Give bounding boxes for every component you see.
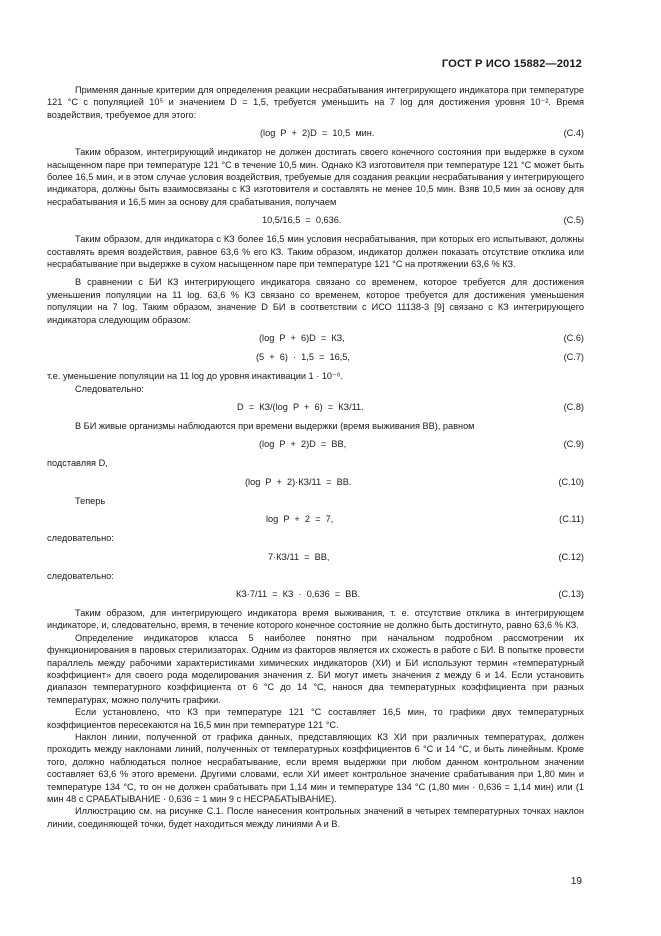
equation-number: (C.5) — [563, 215, 584, 226]
equation-c8 — [47, 401, 584, 414]
equation-expression: (5 + 6) · 1,5 = 16,5, — [256, 352, 350, 363]
paragraph: Таким образом, для индикатора с КЗ более 16,5 мин условия несрабатывания, при которых его испытывают, должны составлять время воздействия, равное 63,6 % его КЗ. Таким образом, индикатор должен показать отсутствие отклика или несрабатывание при выдержке в сухом насыщенном паре при температуре 121 °С на протяжении 63,6 % КЗ. — [47, 234, 584, 270]
equation-c11 — [47, 513, 584, 526]
equation-c12 — [47, 551, 584, 564]
equation-c7 — [47, 351, 584, 364]
equation-number: (C.4) — [563, 128, 584, 139]
paragraph: Иллюстрацию см. на рисунке С.1. После нанесения контрольных значений в четырех температурных точках наклон линии, соединяющей точки, будет находиться между линиями A и B. — [47, 806, 584, 829]
equation-expression: (log P + 6)D = КЗ, — [259, 333, 345, 344]
paragraph: Определение индикаторов класса 5 наиболее понятно при начальном подробном рассмотрении их функционирования в паровых стерилизаторах. Одним из факторов является их схожесть в работе с БИ. В попытке провести параллель между рабочими характеристиками химических индикаторов (ХИ) и БИ используют термин «температурный коэффициент» для своего рода моделирования значения z. БИ могут иметь значения z между 6 и 14. Если установить диапазон температурного коэффициента от 6 °С до 14 °С, нанося два температурных коэффициента при разных температурах, можно получить графики. — [47, 632, 584, 705]
paragraph: Применяя данные критерии для определения реакции несрабатывания интегрирующего индикатора при температуре 121 °С с популяцией 10⁵ и значением D = 1,5, требуется уменьшить на 7 log для достижения уровня 10⁻². Время воздействия, требуемое для этого: — [47, 85, 584, 120]
equation-expression: КЗ·7/11 = КЗ · 0,636 = ВВ. — [236, 588, 361, 599]
equation-number: (C.10) — [558, 476, 584, 487]
equation-number: (C.6) — [563, 333, 584, 344]
equation-expression: (log P + 2)·КЗ/11 = ВВ. — [245, 476, 352, 487]
paragraph: Теперь — [75, 495, 106, 506]
equation-expression: (log P + 2)D = ВВ, — [259, 439, 347, 450]
equation-c13 — [47, 588, 584, 601]
equation-expression: D = КЗ/(log P + 6) = КЗ/11. — [237, 401, 364, 412]
paragraph: Таким образом, интегрирующий индикатор не должен достигать своего конечного состояния при выдержке в сухом насыщенном паре при температуре 121 °С в течение 10,5 мин. Однако КЗ изготовителя при температуре 121 °С может быть более 16,5 мин, и в этом случае условия воздействия, требуемые для создания реакции несрабатывания у интегрирующего индикатора, должны быть взаимосвязаны с КЗ изготовителя и составлять не менее 10,5 мин. Взяв 10,5 мин за основу для несрабатывания и 16,5 мин за основу для срабатывания, получаем — [47, 147, 584, 207]
equation-expression: (log P + 2)D = 10,5 мин. — [260, 128, 375, 139]
paragraph: т.е. уменьшение популяции на 11 log до уровня инактивации 1 · 10⁻⁶. — [47, 371, 344, 382]
equation-expression: log P + 2 = 7, — [266, 514, 334, 525]
equation-number: (C.9) — [563, 439, 584, 450]
paragraph: следовательно: — [47, 570, 114, 581]
paragraph: Наклон линии, полученной от графика данных, представляющих КЗ ХИ при различных температурах, должен проходить между наклонами линий, полученных от температурных коэффициентов 6 °С и 14 °С, и быть линейным. Кроме того, должно наблюдаться полное несрабатывание, если время выдержки при любом данном контрольном значении составляет 63,6 % этого времени. Другими словами, если ХИ имеет контрольное значение срабатывания при 1,80 мин и температуре 134 °С, то он не должен срабатывать при 1,14 мин и температуре 134 °С (1,80 мин · 0,636 = 1,14 мин) или (1 мин 48 с СРАБАТЫВАНИЕ · 0,636 = 1 мин 9 с НЕСРАБАТЫВАНИЕ). — [47, 732, 584, 805]
equation-c10 — [47, 476, 584, 489]
paragraph: В БИ живые организмы наблюдаются при времени выдержки (время выживания ВВ), равном — [75, 420, 475, 431]
equation-number: (C.8) — [563, 401, 584, 412]
equation-number: (C.13) — [558, 588, 584, 599]
equation-c5 — [47, 214, 584, 227]
paragraph: Следовательно: — [75, 383, 144, 394]
equation-expression: 10,5/16,5 = 0,636. — [262, 215, 342, 226]
equation-expression: 7·КЗ/11 = ВВ, — [268, 551, 330, 562]
page-number: 19 — [570, 876, 582, 887]
document-header: ГОСТ Р ИСО 15882—2012 — [441, 58, 582, 70]
equation-number: (C.7) — [563, 352, 584, 363]
equation-number: (C.11) — [559, 514, 584, 525]
page-body — [47, 84, 584, 830]
paragraph: В сравнении с БИ КЗ интегрирующего индикатора связано со временем, которое требуется для достижения уменьшения популяции на 11 log. 63,6 % КЗ связано со временем, которое требуется для достижения уменьшения популяции на 7 log. Таким образом, значение D БИ в соответствии с ИСО 11138-3 [9] связано с КЗ интегрирующего индикатора следующим образом: — [47, 277, 584, 325]
equation-c9 — [47, 438, 584, 451]
paragraph: Если установлено, что КЗ при температуре 121 °С составляет 16,5 мин, то графики двух температурных коэффициентов пересекаются на 16,5 мин при температуре 121 °С. — [47, 707, 584, 730]
paragraph: Таким образом, для интегрирующего индикатора время выживания, т. е. отсутствие отклика в интегрирующем индикаторе, и, следовательно, время, в течение которого конечное состояние не должно быть достигнуто, равно 63,6 % КЗ. — [47, 607, 584, 631]
equation-number: (C.12) — [558, 551, 584, 562]
paragraph: следовательно: — [47, 533, 114, 544]
paragraph: подставляя D, — [47, 458, 108, 469]
equation-c4 — [47, 127, 584, 140]
equation-c6 — [47, 332, 584, 345]
